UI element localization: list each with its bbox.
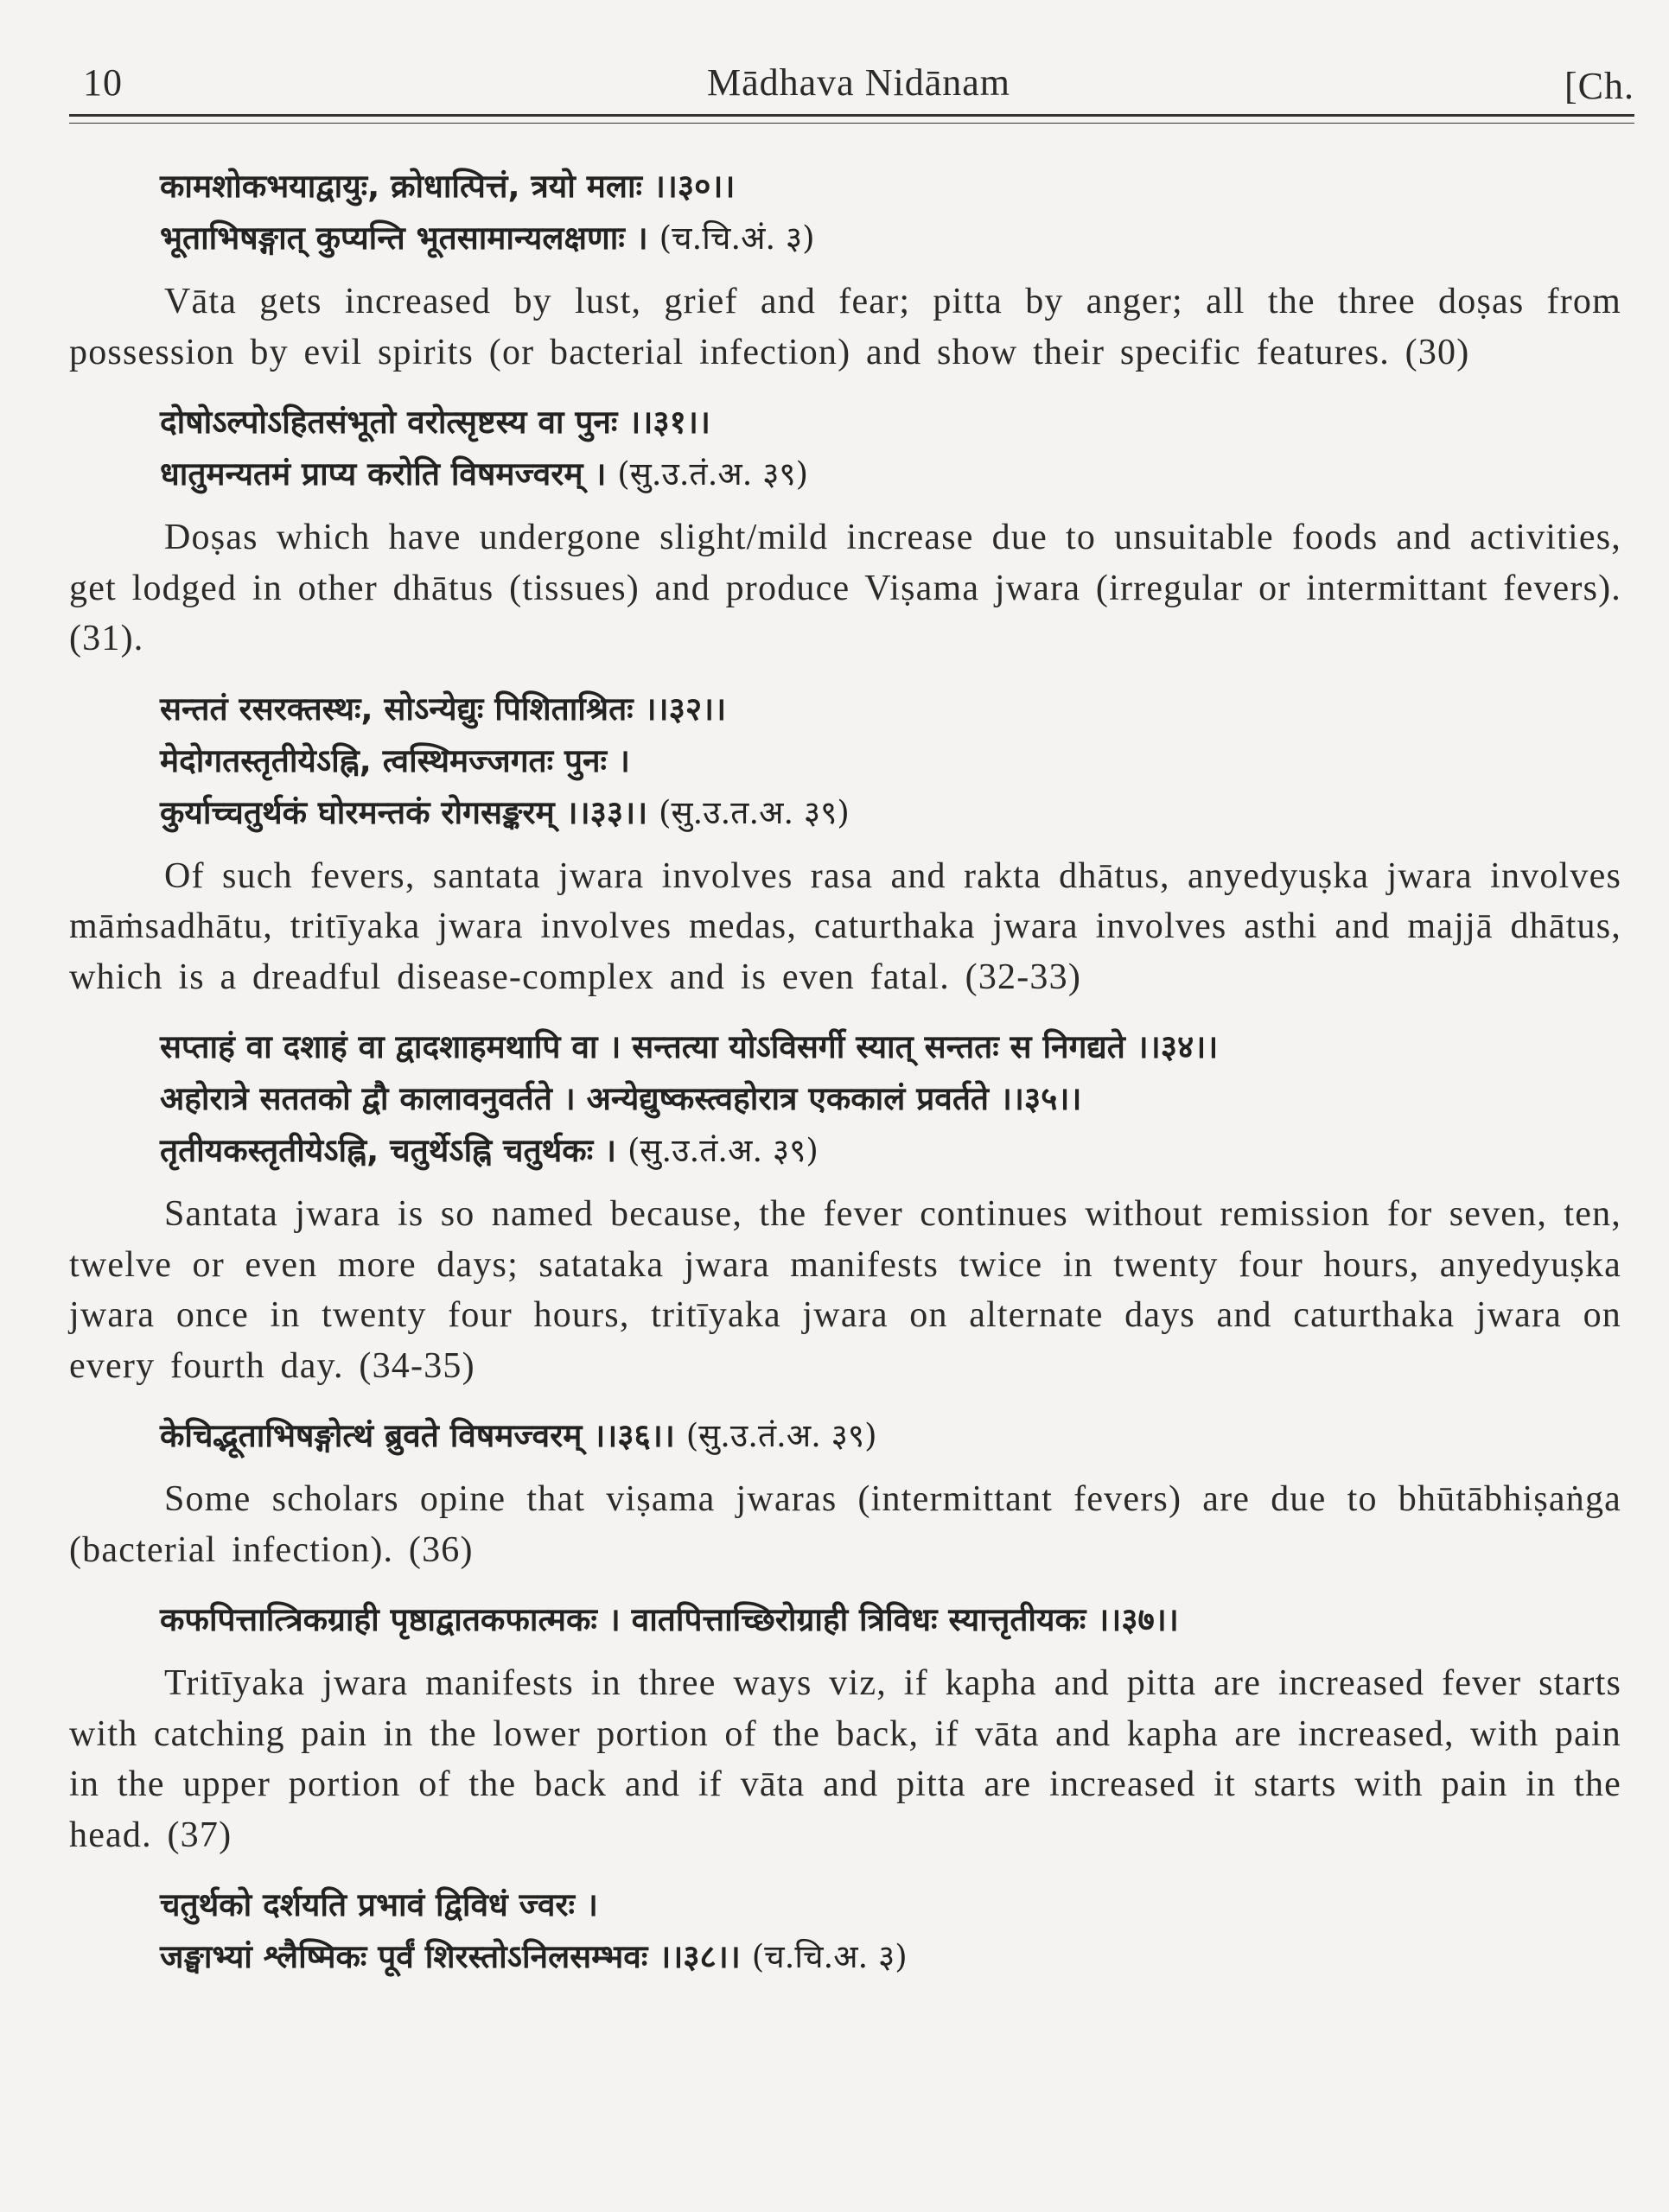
verse-line [160,213,1621,264]
verse-text: तृतीयकस्तृतीयेऽह्नि, चतुर्थेऽह्नि चतुर्थकः । [160,1132,617,1169]
sanskrit-verse [69,1879,1621,1983]
translation-paragraph: Doṣas which have undergone slight/mild increase due to unsuitable foods and activities, get lodged in other dhātus (tissues) and produce Viṣama jwara (irregular or intermittant fevers). (31). [69,518,1621,658]
verse-line [160,1073,1621,1125]
verse-reference: (च.चि.अ. ३) [751,1938,908,1975]
verse-line [160,787,1621,839]
translation-paragraph: Some scholars opine that viṣama jwaras (intermittant fevers) are due to bhūtābhiṣaṅga (bacterial infection). (36) [69,1479,1621,1570]
verse-text: सन्ततं रसरक्तस्थः, सोऽन्येद्युः पिशिताश्रितः ।।३२।। [160,690,727,728]
sanskrit-verse [69,161,1621,264]
translation-paragraph: Vāta gets increased by lust, grief and fear; pitta by anger; all the three doṣas from possession by evil spirits (or bacterial infection) and show their specific features. (30) [69,282,1621,372]
verse-reference: (सु.उ.तं.अ. ३९) [627,1132,819,1169]
header-rule-thick [69,114,1634,117]
sanskrit-verse [69,397,1621,500]
verse-line [160,735,1621,787]
sanskrit-verse [69,1410,1621,1462]
verse-text: मेदोगतस्तृतीयेऽह्नि, त्वस्थिमज्जगतः पुनः । [160,741,630,779]
verse-reference: (सु.उ.त.अ. ३९) [659,793,850,831]
verse-line [160,1594,1621,1646]
page-number: 10 [83,61,123,104]
verse-text: जङ्घाभ्यां श्लैष्मिकः पूर्वं शिरस्तोऽनिलसम्भवः ।।३८।। [160,1938,741,1975]
translation-paragraph: Santata jwara is so named because, the fever continues without remission for seven, ten, twelve or even more days; satataka jwara manifests twice in twenty four hours, anyedyuṣka jwara once in twenty four hours, tritīyaka jwara on alternate days and caturthaka jwara on every fourth day. (34-35) [69,1194,1621,1386]
verse-text: कामशोकभयाद्वायुः, क्रोधात्पित्तं, त्रयो मलाः ।।३०।। [160,168,736,205]
verse-line [160,1125,1621,1177]
verse-text: धातुमन्यतमं प्राप्य करोति विषमज्वरम् । [160,455,607,493]
verse-text: चतुर्थको दर्शयति प्रभावं द्विविधं ज्वरः । [160,1886,598,1923]
page-header [83,60,1634,114]
verse-line [160,161,1621,213]
verse-line [160,1879,1621,1931]
verse-text: अहोरात्रे सततको द्वौ कालावनुवर्तते । अन्येद्युष्कस्त्वहोरात्र एककालं प्रवर्तते ।।३५।। [160,1080,1082,1117]
verse-line [160,1410,1621,1462]
sanskrit-verse [69,1021,1621,1177]
verse-text: कुर्याच्चतुर्थकं घोरमन्तकं रोगसङ्करम् ।।३३।। [160,793,648,831]
verse-text: दोषोऽल्पोऽहितसंभूतो वरोत्सृष्टस्य वा पुनः ।।३१।। [160,404,710,441]
sanskrit-verse [69,683,1621,839]
page-body [69,161,1621,1983]
translation-paragraph: Of such fevers, santata jwara involves rasa and rakta dhātus, anyedyuṣka jwara involves māṁsadhātu, tritīyaka jwara involves medas, caturthaka jwara involves asthi and majjā dhātus, which is a dreadful disease-complex and is even fatal. (32-33) [69,855,1621,997]
verse-reference: (च.चि.अं. ३) [659,219,815,257]
verse-line [160,683,1621,735]
verse-text: केचिद्भूताभिषङ्गोत्थं ब्रुवते विषमज्वरम् ।।३६।। [160,1417,675,1454]
verse-text: सप्ताहं वा दशाहं वा द्वादशाहमथापि वा । सन्तत्या योऽविसर्गी स्यात् सन्ततः स निगद्यते ।।३४।। [160,1028,1219,1065]
verse-line [160,397,1621,448]
verse-reference: (सु.उ.तं.अ. ३९) [685,1417,877,1454]
verse-line [160,1021,1621,1073]
verse-text: भूताभिषङ्गात् कुप्यन्ति भूतसामान्यलक्षणाः । [160,219,648,257]
verse-reference: (सु.उ.तं.अ. ३९) [617,455,809,493]
sanskrit-verse [69,1594,1621,1646]
verse-line [160,448,1621,500]
verse-text: कफपित्तात्त्रिकग्राही पृष्ठाद्वातकफात्मकः । वातपित्ताच्छिरोग्राही त्रिविधः स्यात्तृतीयकः ।।३७।। [160,1601,1179,1638]
header-rule-thin [69,123,1634,124]
verse-line [160,1931,1621,1983]
translation-paragraph: Tritīyaka jwara manifests in three ways viz, if kapha and pitta are increased fever starts with catching pain in the lower portion of the back, if vāta and kapha are increased, with pain in the upper portion of the back and if vāta and pitta are increased it starts with pain in the head. (37) [69,1663,1621,1855]
chapter-marker: [Ch. [1564,65,1634,107]
running-title: Mādhava Nidānam [707,61,1010,104]
